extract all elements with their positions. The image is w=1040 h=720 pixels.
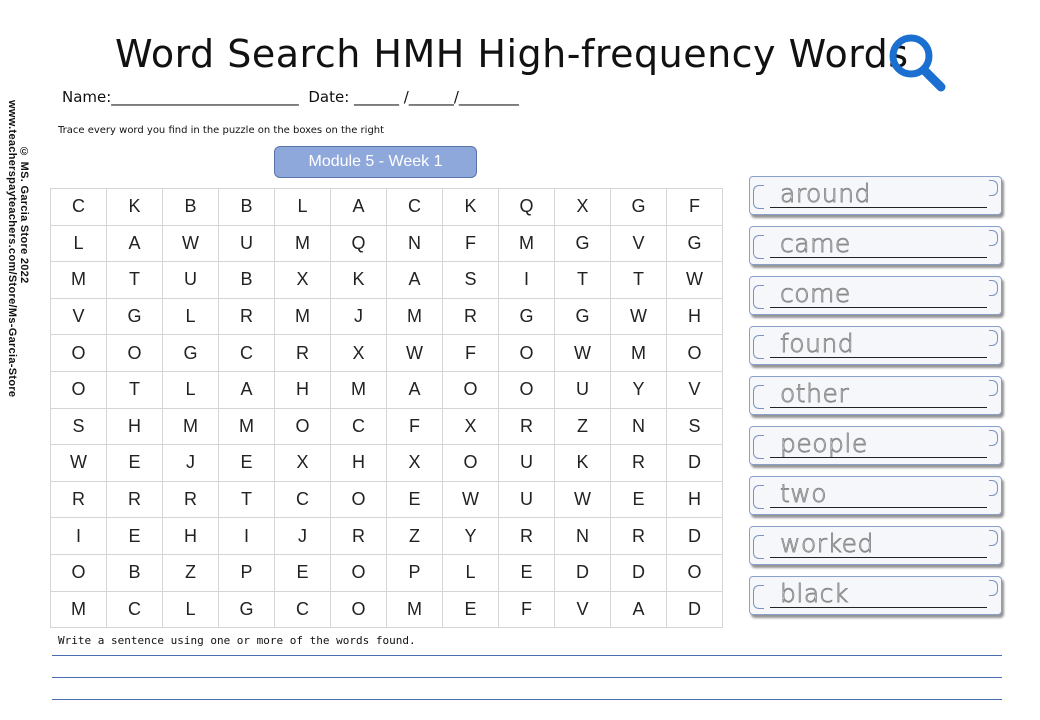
grid-cell[interactable]: C (331, 409, 387, 446)
grid-cell[interactable]: T (611, 262, 667, 299)
grid-cell[interactable]: O (667, 335, 723, 372)
grid-cell[interactable]: R (611, 518, 667, 555)
grid-cell[interactable]: V (667, 372, 723, 409)
grid-cell[interactable]: V (555, 592, 611, 629)
grid-cell[interactable]: C (219, 335, 275, 372)
grid-cell[interactable]: O (443, 372, 499, 409)
grid-cell[interactable]: W (667, 262, 723, 299)
word-trace-text: two (780, 479, 828, 508)
grid-cell[interactable]: K (107, 189, 163, 226)
word-underline (770, 457, 987, 458)
grid-cell[interactable]: M (387, 592, 443, 629)
grid-cell[interactable]: G (499, 299, 555, 336)
grid-cell[interactable]: V (51, 299, 107, 336)
writing-line-2 (52, 677, 1002, 678)
grid-cell[interactable]: R (331, 518, 387, 555)
grid-cell[interactable]: P (387, 555, 443, 592)
word-underline (770, 257, 987, 258)
grid-cell[interactable]: U (499, 445, 555, 482)
grid-cell[interactable]: Q (499, 189, 555, 226)
grid-cell[interactable]: D (667, 518, 723, 555)
grid-cell[interactable]: G (555, 226, 611, 263)
grid-cell[interactable]: H (275, 372, 331, 409)
grid-cell[interactable]: N (387, 226, 443, 263)
grid-cell[interactable]: X (275, 445, 331, 482)
grid-cell[interactable]: M (611, 335, 667, 372)
word-list (749, 176, 1007, 626)
grid-cell[interactable]: P (219, 555, 275, 592)
word-trace-text: worked (780, 529, 874, 558)
grid-cell[interactable]: L (163, 372, 219, 409)
name-date-line: Name:_________________________ Date: ______ /______/________ (62, 88, 519, 106)
grid-cell[interactable]: M (499, 226, 555, 263)
grid-cell[interactable]: A (611, 592, 667, 629)
word-card-worked (749, 526, 1002, 565)
grid-cell[interactable]: T (107, 262, 163, 299)
grid-cell[interactable]: R (499, 409, 555, 446)
grid-cell[interactable]: X (555, 189, 611, 226)
grid-cell[interactable]: M (275, 299, 331, 336)
grid-cell[interactable]: M (163, 409, 219, 446)
grid-cell[interactable]: O (331, 592, 387, 629)
grid-cell[interactable]: G (667, 226, 723, 263)
grid-cell[interactable]: Z (555, 409, 611, 446)
grid-cell[interactable]: E (275, 555, 331, 592)
grid-cell[interactable]: M (51, 262, 107, 299)
grid-cell[interactable]: E (387, 482, 443, 519)
grid-cell[interactable]: X (387, 445, 443, 482)
grid-cell[interactable]: C (51, 189, 107, 226)
magnifier-icon (884, 30, 950, 96)
store-url: www.teacherspayteachers.com/Store/Ms-Garcia-Store (6, 100, 18, 398)
word-card-found (749, 326, 1002, 365)
grid-cell[interactable]: G (219, 592, 275, 629)
grid-cell[interactable]: E (499, 555, 555, 592)
grid-cell[interactable]: S (443, 262, 499, 299)
word-underline (770, 557, 987, 558)
grid-cell[interactable]: S (667, 409, 723, 446)
word-underline (770, 507, 987, 508)
grid-cell[interactable]: L (275, 189, 331, 226)
grid-cell[interactable]: J (163, 445, 219, 482)
word-underline (770, 307, 987, 308)
grid-cell[interactable]: H (163, 518, 219, 555)
grid-cell[interactable]: T (107, 372, 163, 409)
grid-cell[interactable]: X (275, 262, 331, 299)
grid-cell[interactable]: Y (611, 372, 667, 409)
module-badge: Module 5 - Week 1 (274, 146, 477, 178)
grid-cell[interactable]: H (107, 409, 163, 446)
word-search-grid (50, 188, 723, 628)
grid-cell[interactable]: J (275, 518, 331, 555)
word-trace-text: people (780, 429, 868, 458)
grid-cell[interactable]: I (51, 518, 107, 555)
writing-line-1 (52, 655, 1002, 656)
word-card-other (749, 376, 1002, 415)
grid-cell[interactable]: H (667, 299, 723, 336)
grid-cell[interactable]: E (443, 592, 499, 629)
sentence-prompt: Write a sentence using one or more of the words found. (58, 634, 416, 647)
grid-cell[interactable]: L (51, 226, 107, 263)
word-underline (770, 607, 987, 608)
word-card-black (749, 576, 1002, 615)
grid-cell[interactable]: K (443, 189, 499, 226)
word-underline (770, 357, 987, 358)
word-card-people (749, 426, 1002, 465)
grid-cell[interactable]: F (387, 409, 443, 446)
word-card-came (749, 226, 1002, 265)
grid-cell[interactable]: O (331, 555, 387, 592)
grid-cell[interactable]: R (219, 299, 275, 336)
instruction-text: Trace every word you find in the puzzle on the boxes on the right (58, 125, 385, 136)
grid-cell[interactable]: M (275, 226, 331, 263)
grid-cell[interactable]: U (499, 482, 555, 519)
grid-cell[interactable]: R (107, 482, 163, 519)
grid-cell[interactable]: C (107, 592, 163, 629)
grid-cell[interactable]: D (611, 555, 667, 592)
grid-cell[interactable]: M (331, 372, 387, 409)
word-trace-text: come (780, 279, 851, 308)
writing-line-3 (52, 699, 1002, 700)
grid-cell[interactable]: G (611, 189, 667, 226)
grid-cell[interactable]: E (611, 482, 667, 519)
grid-cell[interactable]: J (331, 299, 387, 336)
grid-cell[interactable]: D (667, 592, 723, 629)
grid-cell[interactable]: R (163, 482, 219, 519)
grid-cell[interactable]: K (555, 445, 611, 482)
grid-cell[interactable]: L (443, 555, 499, 592)
grid-cell[interactable]: G (163, 335, 219, 372)
grid-cell[interactable]: W (611, 299, 667, 336)
grid-cell[interactable]: F (499, 592, 555, 629)
grid-cell[interactable]: I (219, 518, 275, 555)
grid-cell[interactable]: W (163, 226, 219, 263)
grid-cell[interactable]: E (107, 518, 163, 555)
grid-cell[interactable]: S (51, 409, 107, 446)
grid-cell[interactable]: B (163, 189, 219, 226)
grid-cell[interactable]: W (51, 445, 107, 482)
grid-cell[interactable]: Z (163, 555, 219, 592)
grid-cell[interactable]: B (219, 189, 275, 226)
word-card-come (749, 276, 1002, 315)
grid-cell[interactable]: W (387, 335, 443, 372)
grid-cell[interactable]: B (219, 262, 275, 299)
grid-cell[interactable]: A (107, 226, 163, 263)
grid-cell[interactable]: I (499, 262, 555, 299)
grid-cell[interactable]: K (331, 262, 387, 299)
grid-cell[interactable]: R (275, 335, 331, 372)
grid-cell[interactable]: D (555, 555, 611, 592)
word-trace-text: black (780, 579, 849, 608)
grid-cell[interactable]: O (499, 372, 555, 409)
grid-cell[interactable]: D (667, 445, 723, 482)
grid-cell[interactable]: C (275, 592, 331, 629)
grid-cell[interactable]: O (499, 335, 555, 372)
grid-cell[interactable]: Y (443, 518, 499, 555)
word-underline (770, 407, 987, 408)
grid-cell[interactable]: N (611, 409, 667, 446)
grid-cell[interactable]: G (555, 299, 611, 336)
grid-cell[interactable]: M (219, 409, 275, 446)
grid-cell[interactable]: O (51, 372, 107, 409)
grid-cell[interactable]: C (387, 189, 443, 226)
grid-cell[interactable]: O (51, 335, 107, 372)
grid-cell[interactable]: E (219, 445, 275, 482)
grid-cell[interactable]: R (499, 518, 555, 555)
grid-cell[interactable]: A (331, 189, 387, 226)
grid-cell[interactable]: R (51, 482, 107, 519)
grid-cell[interactable]: R (443, 299, 499, 336)
grid-cell[interactable]: T (555, 262, 611, 299)
grid-cell[interactable]: U (163, 262, 219, 299)
grid-cell[interactable]: L (163, 592, 219, 629)
grid-cell[interactable]: A (387, 372, 443, 409)
grid-cell[interactable]: F (443, 335, 499, 372)
grid-cell[interactable]: W (555, 335, 611, 372)
grid-cell[interactable]: O (275, 409, 331, 446)
grid-cell[interactable]: O (667, 555, 723, 592)
word-card-around (749, 176, 1002, 215)
grid-cell[interactable]: W (443, 482, 499, 519)
copyright-text: © MS. Garcia Store 2022 (18, 146, 30, 284)
grid-cell[interactable]: L (163, 299, 219, 336)
page-title: Word Search HMH High-frequency Words (115, 32, 909, 76)
grid-cell[interactable]: O (107, 335, 163, 372)
word-card-two (749, 476, 1002, 515)
grid-cell[interactable]: F (443, 226, 499, 263)
grid-cell[interactable]: N (555, 518, 611, 555)
grid-cell[interactable]: W (555, 482, 611, 519)
word-trace-text: found (780, 329, 855, 358)
word-trace-text: around (780, 179, 871, 208)
grid-cell[interactable]: V (611, 226, 667, 263)
word-underline (770, 207, 987, 208)
grid-cell[interactable]: A (219, 372, 275, 409)
grid-cell[interactable]: O (51, 555, 107, 592)
grid-cell[interactable]: H (331, 445, 387, 482)
grid-cell[interactable]: C (275, 482, 331, 519)
grid-cell[interactable]: X (443, 409, 499, 446)
grid-cell[interactable]: G (107, 299, 163, 336)
grid-cell[interactable]: U (555, 372, 611, 409)
grid-cell[interactable]: R (611, 445, 667, 482)
grid-cell[interactable]: M (387, 299, 443, 336)
grid-cell[interactable]: X (331, 335, 387, 372)
grid-cell[interactable]: U (219, 226, 275, 263)
grid-cell[interactable]: M (51, 592, 107, 629)
grid-cell[interactable]: O (331, 482, 387, 519)
word-trace-text: came (780, 229, 851, 258)
grid-cell[interactable]: A (387, 262, 443, 299)
grid-cell[interactable]: Q (331, 226, 387, 263)
grid-cell[interactable]: H (667, 482, 723, 519)
grid-cell[interactable]: E (107, 445, 163, 482)
grid-cell[interactable]: Z (387, 518, 443, 555)
grid-cell[interactable]: F (667, 189, 723, 226)
word-trace-text: other (780, 379, 850, 408)
side-vertical-text (8, 100, 28, 620)
grid-cell[interactable]: T (219, 482, 275, 519)
grid-cell[interactable]: O (443, 445, 499, 482)
grid-cell[interactable]: B (107, 555, 163, 592)
